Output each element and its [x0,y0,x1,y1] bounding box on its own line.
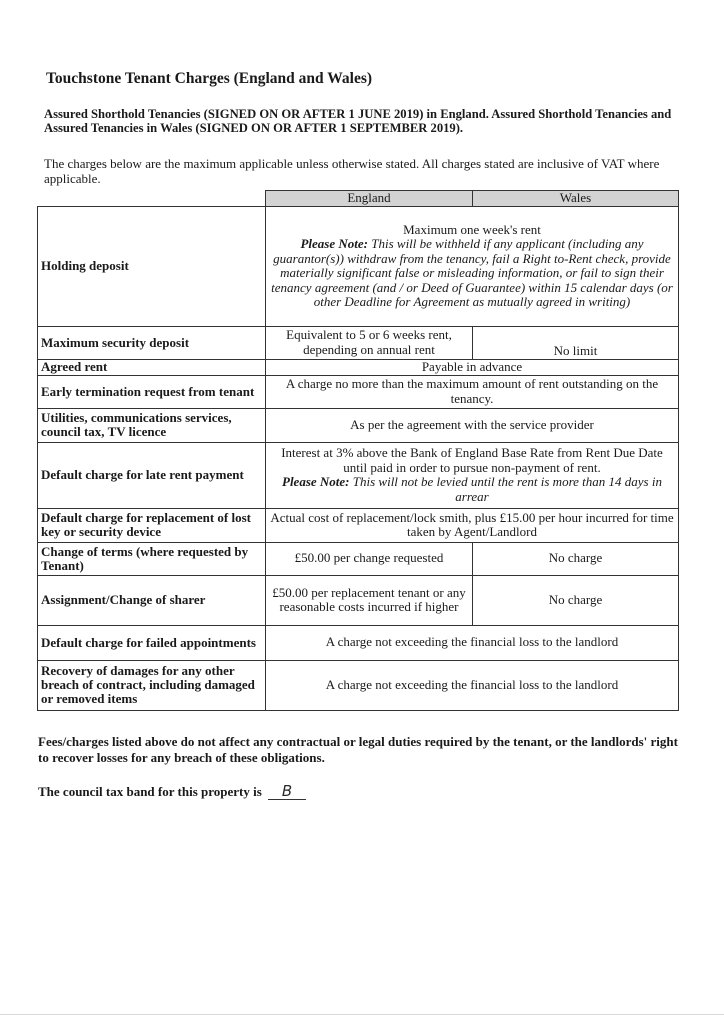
holding-note-text: This will be withheld if any applicant (including any guarantor(s)) withdraw from the tenancy, fail a Right to-Rent check, provide materially significant false or misleading information, or fail to sign their tenancy agreement (and / or Deed of Guarantee) within 15 calendar days (or other Deadline for Agreement as mutually agreed in writing) [271,236,673,309]
late-rent-note-prefix: Please Note: [282,474,350,489]
security-deposit-england: Equivalent to 5 or 6 weeks rent, depending on annual rent [266,326,473,359]
scan-edge-line [0,1014,724,1015]
table-row [38,660,679,710]
table-header-row [38,191,679,207]
table-row [38,508,679,542]
council-tax-line [38,784,306,800]
row-label-change-terms: Change of terms (where requested by Tenant) [38,542,266,575]
holding-deposit-value [266,206,679,326]
table-row [38,408,679,442]
table-row [38,326,679,359]
late-rent-value [266,442,679,508]
change-terms-wales: No charge [473,542,679,575]
table-row [38,375,679,408]
utilities-value: As per the agreement with the service provider [266,408,679,442]
footer-disclaimer: Fees/charges listed above do not affect any contractual or legal duties required by the tenant, or the landlords' right to recover losses for any breach of these obligations. [38,734,678,765]
table-row [38,206,679,326]
row-label-holding-deposit: Holding deposit [38,206,266,326]
security-deposit-wales: No limit [473,326,679,359]
document-title: Touchstone Tenant Charges (England and Wales) [46,70,373,87]
row-label-damages: Recovery of damages for any other breach of contract, including damaged or removed items [38,660,266,710]
column-header-england: England [266,191,473,207]
assignment-wales: No charge [473,575,679,625]
failed-appointments-value: A charge not exceeding the financial loss to the landlord [266,625,679,660]
lost-key-value: Actual cost of replacement/lock smith, plus £15.00 per hour incurred for time taken by Agent/Landlord [266,508,679,542]
council-tax-band-value: B [268,784,306,800]
late-rent-note-text: This will not be levied until the rent is more than 14 days in arrear [352,474,662,504]
row-label-utilities: Utilities, communications services, council tax, TV licence [38,408,266,442]
table-row [38,359,679,375]
table-row [38,442,679,508]
row-label-late-rent: Default charge for late rent payment [38,442,266,508]
agreed-rent-value: Payable in advance [266,359,679,375]
assignment-england: £50.00 per replacement tenant or any reasonable costs incurred if higher [266,575,473,625]
council-tax-label: The council tax band for this property is [38,784,262,799]
row-label-security-deposit: Maximum security deposit [38,326,266,359]
late-rent-text: Interest at 3% above the Bank of England Base Rate from Rent Due Date until paid in order to pursue non-payment of rent. [281,445,663,475]
damages-value: A charge not exceeding the financial loss to the landlord [266,660,679,710]
document-note: The charges below are the maximum applicable unless otherwise stated. All charges stated are inclusive of VAT where applicable. [44,156,660,186]
table-row [38,575,679,625]
early-termination-value: A charge no more than the maximum amount of rent outstanding on the tenancy. [266,375,679,408]
table-row [38,625,679,660]
holding-note-prefix: Please Note: [300,236,368,251]
row-label-failed-appointments: Default charge for failed appointments [38,625,266,660]
holding-deposit-text: Maximum one week's rent [403,221,541,237]
row-label-lost-key: Default charge for replacement of lost key or security device [38,508,266,542]
row-label-agreed-rent: Agreed rent [38,359,266,375]
column-header-wales: Wales [473,191,679,207]
document-intro: Assured Shorthold Tenancies (SIGNED ON OR AFTER 1 JUNE 2019) in England. Assured Shorthold Tenancies and Assured Tenancies in Wales (SIGNED ON OR AFTER 1 SEPTEMBER 2019). [44,107,672,135]
row-label-early-termination: Early termination request from tenant [38,375,266,408]
charges-table [37,190,679,711]
row-label-assignment: Assignment/Change of sharer [38,575,266,625]
change-terms-england: £50.00 per change requested [266,542,473,575]
table-row [38,542,679,575]
